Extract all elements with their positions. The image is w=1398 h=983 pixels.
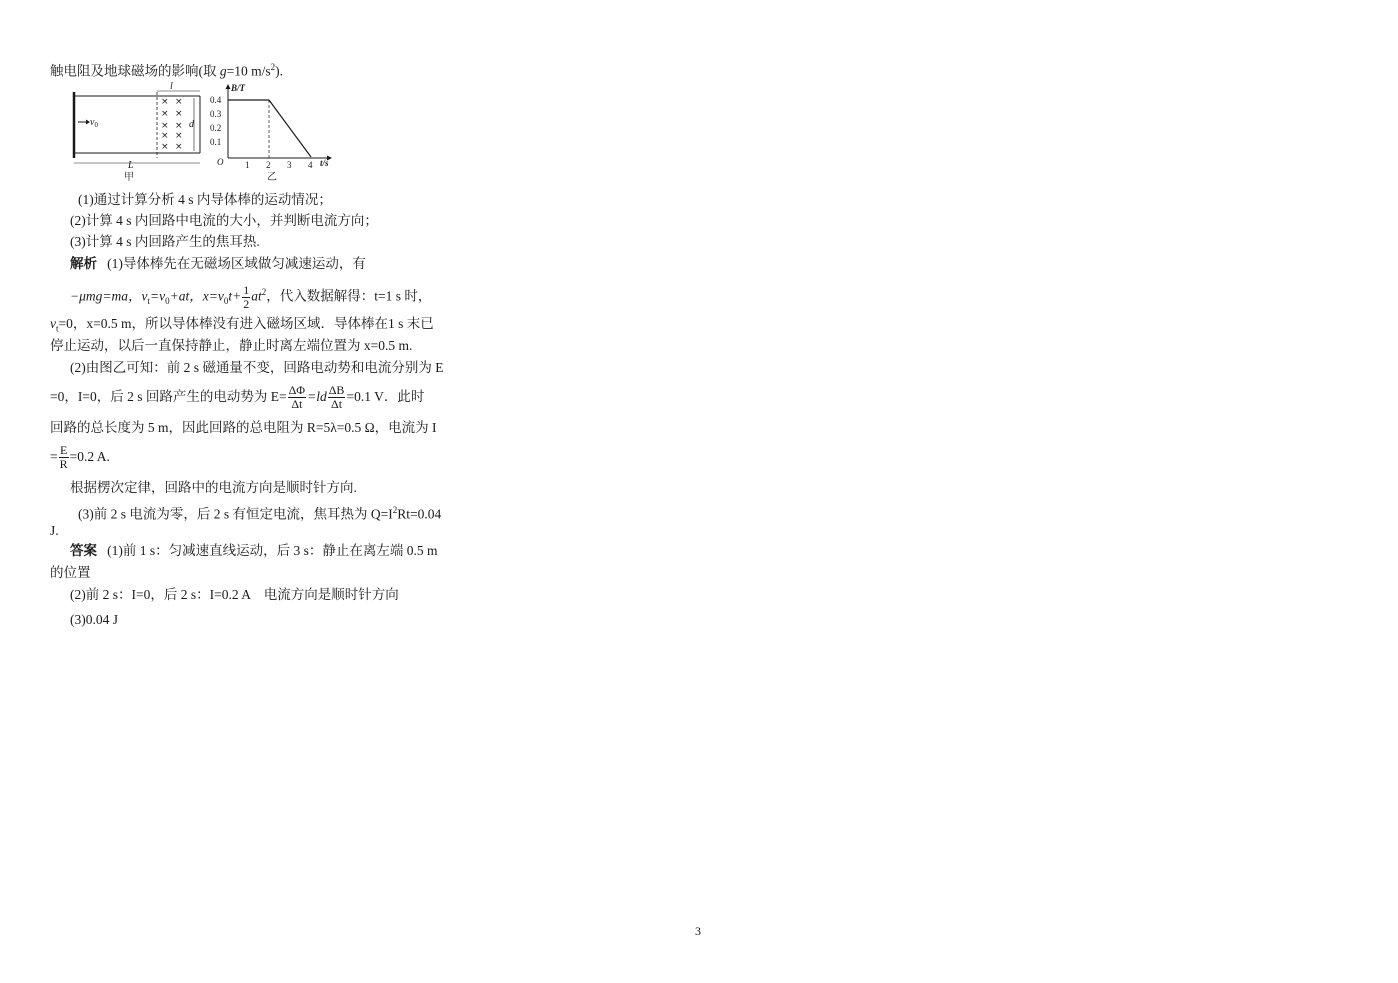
rail-diagram [74,81,200,183]
cross-icon: × [175,131,183,141]
x-tick-label: 2 [266,160,271,170]
b-t-graph [210,83,332,183]
l-label: l [170,81,173,92]
fraction-dphi-dt: $\frac{\Delta\Phi}{\Delta t}$ [288,383,306,412]
question-1: (1)通过计算分析 4 s 内导体棒的运动情况； [78,192,332,207]
answer-line1: 答案 (1)前 1 s：匀减速直线运动，后 3 s：静止在离左端 0.5 m [70,543,438,558]
question-3: (3)计算 4 s 内回路产生的焦耳热. [70,234,260,249]
y-tick-label: 0.2 [210,123,222,133]
solution-p2-line2: =0，I=0，后 2 s 回路产生的电动势为 E= $\frac{\Delta\Phi}{\Delta t}$ =ld $\frac{\Delta B}{\Delta t}$ =0.1 V．此时 [50,383,425,412]
answer-line4: (3)0.04 J [70,612,118,627]
cross-icon: × [175,97,183,107]
y-tick-label: 0.1 [210,137,222,147]
cross-icon: × [175,121,183,131]
y-axis-label: B/T [231,83,246,93]
L-label: L [128,160,134,171]
cross-icon: × [161,97,169,107]
solution-p2-line1: (2)由图乙可知：前 2 s 磁通量不变，回路电动势和电流分别为 E [70,360,444,375]
solution-p1-line4: 停止运动，以后一直保持静止，静止时离左端位置为 x=0.5 m. [50,338,413,353]
figure-caption-yi: 乙 [267,172,277,183]
figure [60,80,350,185]
solution-p1-line1: 解析 (1)导体棒先在无磁场区域做匀减速运动，有 [70,256,366,271]
solution-p2-line5: 根据楞次定律，回路中的电流方向是顺时针方向. [70,480,357,495]
origin-label: O [217,157,224,167]
answer-label: 答案 [70,543,97,558]
solution-p2-line3: 回路的总长度为 5 m，因此回路的总电阻为 R=5λ=0.5 Ω，电流为 I [50,420,437,435]
solution-p2-line4: = $\frac{E}{R}$ =0.2 A. [50,443,110,472]
cross-icon: × [175,109,183,119]
fraction-half: $\frac{1}{2}$ [243,282,250,311]
solution-p1-line2: −μmg=ma，$v_t=v_0+at$，$x=v_0t+$ $\frac{1}{2}$ $at^2$，代入数据解得：t=1 s 时， [70,282,432,311]
intro-line: 触电阻及地球磁场的影响(取 g=10 $m/s^2$). [50,62,283,79]
solution-p1-line3: $v_t=0$，x=0.5 m，所以导体棒没有进入磁场区域．导体棒在1 s 末已 [50,316,434,334]
x-tick-label: 4 [308,160,313,170]
cross-icon: × [161,142,169,152]
b-curve-slope [269,100,311,157]
x-tick-label: 1 [245,160,250,170]
question-2: (2)计算 4 s 内回路中电流的大小，并判断电流方向； [70,213,378,228]
v0-label: $v_0$ [90,117,98,129]
cross-icon: × [161,109,169,119]
solution-p3-line1: (3)前 2 s 电流为零，后 2 s 有恒定电流，焦耳热为 $Q=I^2Rt=0.04$ [78,505,442,522]
page-number: 3 [695,924,701,938]
solution-p3-line2: J. [50,523,59,538]
y-tick-label: 0.3 [210,109,222,119]
cross-icon: × [175,142,183,152]
x-tick-label: 3 [287,160,292,170]
y-axis-arrow-icon [226,84,231,89]
solution-label: 解析 [70,256,97,271]
fraction-db-dt: $\frac{\Delta B}{\Delta t}$ [328,383,345,412]
cross-icon: × [161,131,169,141]
y-tick-label: 0.4 [210,95,222,105]
x-axis-label: t/s [320,158,329,168]
cross-icon: × [161,121,169,131]
d-label: d [189,119,194,130]
answer-line3: (2)前 2 s：I=0，后 2 s：I=0.2 A 电流方向是顺时针方向 [70,587,399,602]
magnetic-field-crosses [161,97,183,152]
answer-line2: 的位置 [50,565,91,580]
figure-caption-jia: 甲 [124,172,134,183]
fraction-e-r: $\frac{E}{R}$ [59,443,68,472]
